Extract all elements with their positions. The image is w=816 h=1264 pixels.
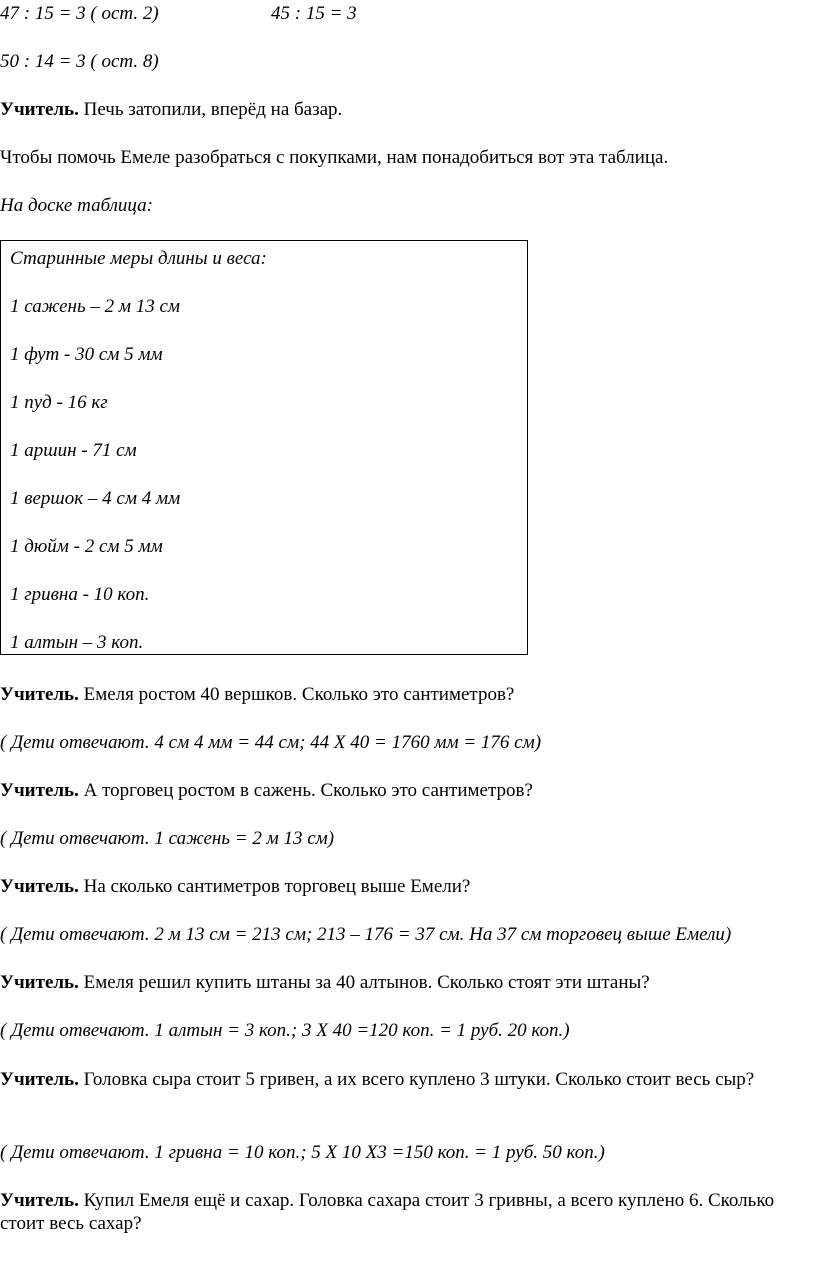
division-line-1 [0,2,159,25]
teacher-label: Учитель. [0,99,79,120]
division-example-2: 45 : 15 = 3 [271,3,357,24]
table-row: 1 вершок – 4 см 4 мм [10,488,181,509]
table-row: 1 алтын – 3 коп. [10,632,144,653]
teacher-label: Учитель. [0,1190,79,1211]
division-example-1: 47 : 15 = 3 ( ост. 2) [0,3,159,24]
question-6 [0,1189,790,1235]
table-row: 1 фут - 30 см 5 мм [10,344,163,365]
table-title: Старинные меры длины и веса: [10,248,267,269]
table-row: 1 сажень – 2 м 13 см [10,296,181,317]
paragraph-1-text: Печь затопили, вперёд на базар. [83,99,343,120]
question-4 [0,971,650,994]
question-5-text: Головка сыра стоит 5 гривен, а их всего куплено 3 штуки. Сколько стоит весь сыр? [83,1069,755,1090]
question-3-text: На сколько сантиметров торговец выше Емели? [83,876,471,897]
question-1 [0,683,514,706]
table-row: 1 пуд - 16 кг [10,392,108,413]
question-3 [0,875,470,898]
answer-3: ( Дети отвечают. 2 м 13 см = 213 см; 213 – 176 = 37 см. На 37 см торговец выше Емели) [0,924,732,945]
answer-1: ( Дети отвечают. 4 см 4 мм = 44 см; 44 Х 40 = 1760 мм = 176 см) [0,732,542,753]
question-4-text: Емеля решил купить штаны за 40 алтынов. Сколько стоят эти штаны? [83,972,650,993]
teacher-label: Учитель. [0,684,79,705]
answer-4: ( Дети отвечают. 1 алтын = 3 коп.; 3 Х 40 =120 коп. = 1 руб. 20 коп.) [0,1020,570,1041]
answer-5: ( Дети отвечают. 1 гривна = 10 коп.; 5 Х 10 Х3 =150 коп. = 1 руб. 50 коп.) [0,1142,605,1163]
table-row: 1 аршин - 71 см [10,440,137,461]
table-row: 1 дюйм - 2 см 5 мм [10,536,163,557]
division-example-3: 50 : 14 = 3 ( ост. 8) [0,51,159,72]
question-2 [0,779,533,802]
teacher-label: Учитель. [0,972,79,993]
paragraph-3: На доске таблица: [0,195,153,216]
table-row: 1 гривна - 10 коп. [10,584,150,605]
measures-table [0,240,528,655]
question-5 [0,1068,800,1091]
question-2-text: А торговец ростом в сажень. Сколько это сантиметров? [83,780,533,801]
question-6-text: Купил Емеля ещё и сахар. Головка сахара стоит 3 гривны, а всего куплено 6. Сколько стоит весь сахар? [0,1190,775,1234]
teacher-label: Учитель. [0,780,79,801]
teacher-label: Учитель. [0,1069,79,1090]
answer-2: ( Дети отвечают. 1 сажень = 2 м 13 см) [0,828,335,849]
teacher-label: Учитель. [0,876,79,897]
paragraph-2: Чтобы помочь Емеле разобраться с покупками, нам понадобиться вот эта таблица. [0,147,669,168]
question-1-text: Емеля ростом 40 вершков. Сколько это сантиметров? [83,684,515,705]
paragraph-1 [0,98,342,121]
